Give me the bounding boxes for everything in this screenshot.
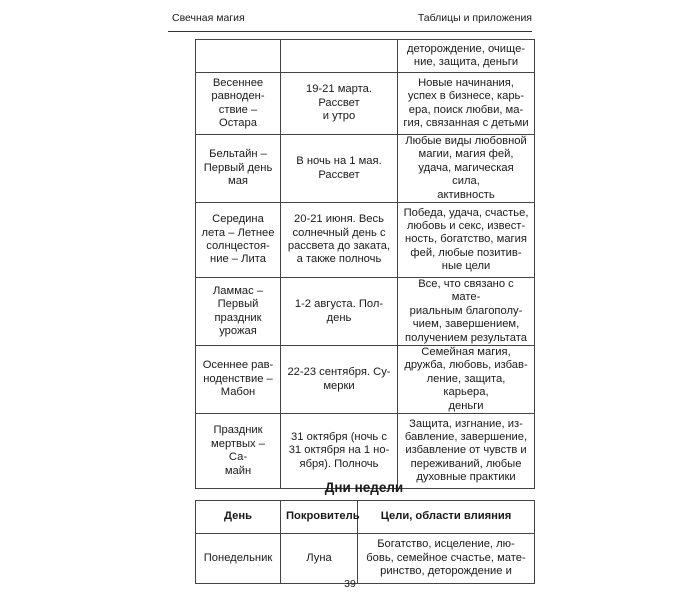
table-row: [196, 203, 535, 278]
weekday-patron-cell: Луна: [281, 534, 358, 584]
sabbat-name-cell: Весеннее равноден- ствие – Остара: [196, 73, 281, 135]
sabbat-areas-cell: Защита, изгнание, из- бавление, завершение, избавление от чувств и переживаний, любые духовные практики: [398, 414, 535, 489]
running-header: [172, 12, 532, 32]
sabbat-name-cell: [196, 40, 281, 73]
sabbat-areas-cell: Любые виды любовной магии, магия фей, удача, магическая сила, активность: [398, 135, 535, 203]
sabbat-time-cell: 22-23 сентября. Су- мерки: [281, 346, 398, 414]
header-book-title: Свечная магия: [172, 12, 245, 24]
weekday-areas-cell: Богатство, исцеление, лю- бовь, семейное счастье, мате- ринство, деторождение и: [358, 534, 535, 584]
weekday-day-cell: Понедельник: [196, 534, 281, 584]
header-rule: [168, 31, 532, 32]
column-header-areas: Цели, области влияния: [358, 501, 535, 534]
sabbat-time-cell: 19-21 марта. Рассвет и утро: [281, 73, 398, 135]
sabbat-time-cell: В ночь на 1 мая. Рассвет: [281, 135, 398, 203]
section-title: Дни недели: [324, 480, 404, 495]
sabbat-name-cell: Осеннее рав- ноденствие – Мабон: [196, 346, 281, 414]
table-row: [196, 534, 535, 584]
sabbat-name-cell: Середина лета – Летнее солнцестоя- ние – Лита: [196, 203, 281, 278]
table-row: [196, 135, 535, 203]
sabbat-areas-cell: Семейная магия, дружба, любовь, избав- ление, защита, карьера, деньги: [398, 346, 535, 414]
sabbat-name-cell: Ламмас – Первый праздник урожая: [196, 278, 281, 346]
sabbat-time-cell: [281, 40, 398, 73]
sabbats-table: [195, 39, 535, 489]
table-row: [196, 414, 535, 489]
table-row: [196, 346, 535, 414]
column-header-patron: Покровитель: [281, 501, 358, 534]
table-row: [196, 73, 535, 135]
sabbat-areas-cell: Все, что связано с мате- риальным благополу- чием, завершением, получением результата: [398, 278, 535, 346]
sabbat-areas-cell: деторождение, очище- ние, защита, деньги: [398, 40, 535, 73]
sabbat-time-cell: 1-2 августа. Пол- день: [281, 278, 398, 346]
sabbat-time-cell: 31 октября (ночь с 31 октября на 1 но- ября). Полночь: [281, 414, 398, 489]
sabbat-time-cell: 20-21 июня. Весь солнечный день с рассвета до заката, а также полночь: [281, 203, 398, 278]
table-row: [196, 278, 535, 346]
column-header-day: День: [196, 501, 281, 534]
sabbat-areas-cell: Новые начинания, успех в бизнесе, карь- ера, поиск любви, ма- гия, связанная с детьми: [398, 73, 535, 135]
header-section-title: Таблицы и приложения: [417, 12, 532, 24]
table-row: [196, 40, 535, 73]
page-number: 39: [344, 578, 356, 590]
table-header-row: [196, 501, 535, 534]
weekdays-table: [195, 500, 535, 584]
sabbat-name-cell: Праздник мертвых – Са- майн: [196, 414, 281, 489]
sabbat-name-cell: Бельтайн – Первый день мая: [196, 135, 281, 203]
sabbat-areas-cell: Победа, удача, счастье, любовь и секс, извест- ность, богатство, магия фей, любые позитив- ные цели: [398, 203, 535, 278]
